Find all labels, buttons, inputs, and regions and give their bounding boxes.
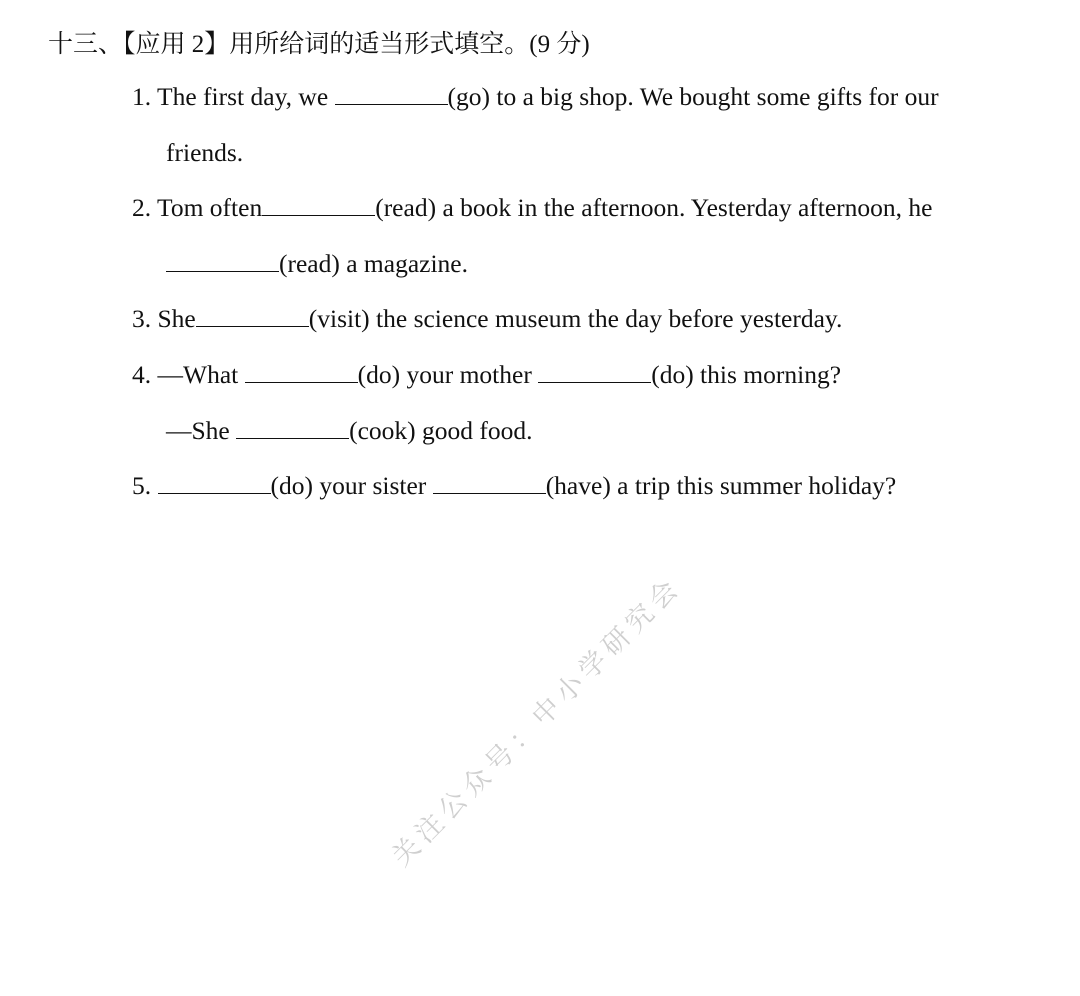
question-text: (do) this morning? bbox=[651, 360, 842, 389]
question-text: (cook) good food. bbox=[349, 415, 533, 445]
answer-blank[interactable] bbox=[245, 360, 358, 383]
question-text: 3. She bbox=[132, 304, 196, 334]
answer-blank[interactable] bbox=[196, 304, 309, 327]
watermark: 关注公众号：中小学研究会 bbox=[386, 570, 689, 873]
question-line-q1-cont bbox=[166, 136, 243, 170]
answer-blank[interactable] bbox=[335, 82, 448, 105]
question-line-q5 bbox=[132, 469, 896, 503]
question-text: 5. bbox=[132, 471, 158, 501]
question-text: friends. bbox=[166, 137, 244, 167]
question-text: —She bbox=[166, 415, 237, 445]
answer-blank[interactable] bbox=[262, 193, 375, 216]
answer-blank[interactable] bbox=[433, 471, 546, 494]
answer-blank[interactable] bbox=[158, 471, 271, 494]
question-text: 4. —What bbox=[132, 360, 245, 389]
question-text: (have) a trip this summer holiday? bbox=[545, 471, 897, 501]
question-line-q2 bbox=[132, 191, 932, 225]
question-text: (read) a magazine. bbox=[279, 248, 468, 278]
question-text: 2. Tom often bbox=[132, 193, 263, 223]
question-line-q1 bbox=[132, 80, 939, 114]
answer-blank[interactable] bbox=[236, 416, 349, 439]
answer-blank[interactable] bbox=[166, 249, 279, 272]
section-title: 十三、【应用 2】用所给词的适当形式填空。(9 分) bbox=[48, 31, 590, 58]
question-text: (do) your mother bbox=[357, 360, 539, 389]
question-line-q3 bbox=[132, 302, 842, 336]
question-line-q2-cont bbox=[166, 247, 468, 281]
question-line-q4-answer bbox=[166, 414, 533, 448]
question-text: (do) your sister bbox=[270, 471, 433, 501]
answer-blank[interactable] bbox=[538, 360, 651, 383]
question-text: (read) a book in the afternoon. Yesterday afternoon, he bbox=[375, 193, 933, 223]
question-line-q4 bbox=[132, 358, 841, 392]
question-text: 1. The first day, we bbox=[132, 82, 335, 111]
question-text: (go) to a big shop. We bought some gifts for our bbox=[447, 82, 939, 111]
question-text: (visit) the science museum the day before yesterday. bbox=[308, 304, 843, 334]
